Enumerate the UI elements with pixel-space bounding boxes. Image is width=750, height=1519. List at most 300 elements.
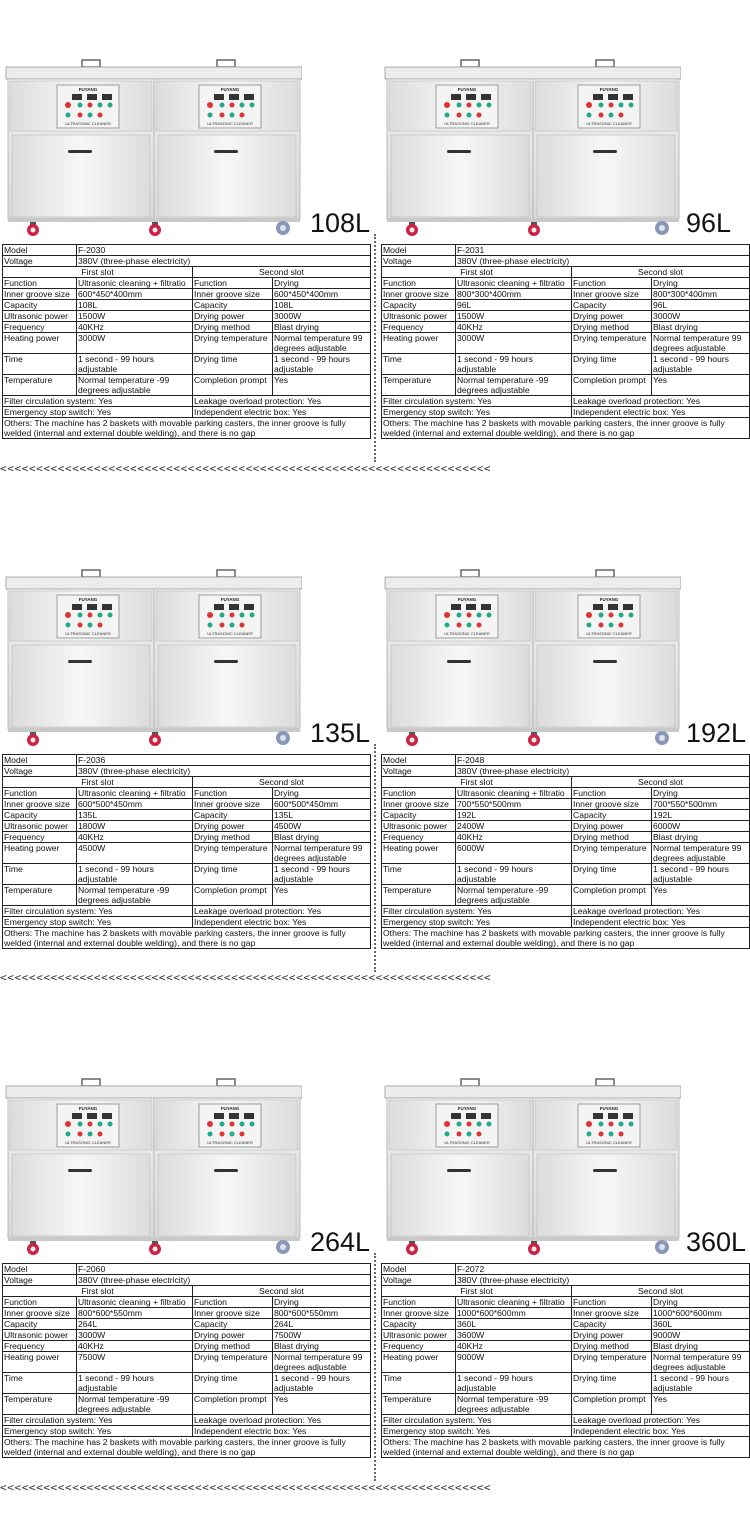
value-dry-method: Blast drying xyxy=(273,832,371,843)
label-function: Function xyxy=(3,1297,77,1308)
label-dry-method: Drying method xyxy=(572,832,652,843)
value-groove: 600*500*450mm xyxy=(77,799,193,810)
label-model: Model xyxy=(382,755,456,766)
ultrasonic-cleaner-image xyxy=(2,1077,302,1255)
brand-text: FUYANG xyxy=(220,87,240,92)
label-us-power: Ultrasonic power xyxy=(382,311,456,322)
value-heat-power: 3000W xyxy=(456,333,572,354)
value-dry-time: 1 second - 99 hours adjustable xyxy=(652,864,750,885)
label-dry-method: Drying method xyxy=(193,322,273,333)
brand-text: FUYANG xyxy=(220,1106,240,1111)
product-card xyxy=(2,1077,374,1487)
label-completion: Completion prompt xyxy=(572,375,652,396)
label-groove: Inner groove size xyxy=(3,1308,77,1319)
label-completion: Completion prompt xyxy=(193,1394,273,1415)
label-time: Time xyxy=(3,354,77,375)
label-dry-function: Function xyxy=(193,788,273,799)
label-function: Function xyxy=(382,788,456,799)
value-frequency: 40KHz xyxy=(456,832,572,843)
leakage-protection: Leakage overload protection: Yes xyxy=(572,1415,750,1426)
spec-table xyxy=(381,754,750,949)
others-note: Others: The machine has 2 baskets with movable parking casters, the inner groove is fully welded (internal and external double welding), and there is no gap xyxy=(3,1437,371,1458)
product-card xyxy=(2,58,374,468)
second-slot-header: Second slot xyxy=(572,267,750,278)
electric-box: Independent electric box: Yes xyxy=(572,917,750,928)
electric-box: Independent electric box: Yes xyxy=(193,917,371,928)
value-capacity: 108L xyxy=(77,300,193,311)
value-heat-power: 9000W xyxy=(456,1352,572,1373)
value-temperature: Normal temperature -99 degrees adjustable xyxy=(77,375,193,396)
label-temperature: Temperature xyxy=(3,885,77,906)
value-groove: 700*550*500mm xyxy=(456,799,572,810)
label-heat-power: Heating power xyxy=(3,843,77,864)
brand-text: FUYANG xyxy=(78,1106,98,1111)
value-completion: Yes xyxy=(273,1394,371,1415)
label-model: Model xyxy=(3,755,77,766)
value-capacity: 192L xyxy=(456,810,572,821)
leakage-protection: Leakage overload protection: Yes xyxy=(193,396,371,407)
label-time: Time xyxy=(382,1373,456,1394)
emergency-stop: Emergency stop switch: Yes xyxy=(3,1426,193,1437)
value-dry-capacity: 135L xyxy=(273,810,371,821)
value-time: 1 second - 99 hours adjustable xyxy=(77,1373,193,1394)
value-us-power: 1800W xyxy=(77,821,193,832)
first-slot-header: First slot xyxy=(382,1286,572,1297)
value-completion: Yes xyxy=(273,885,371,906)
spec-table xyxy=(2,244,371,439)
electric-box: Independent electric box: Yes xyxy=(193,1426,371,1437)
label-dry-function: Function xyxy=(572,788,652,799)
value-completion: Yes xyxy=(652,375,750,396)
value-dry-function: Drying xyxy=(652,278,750,289)
brand-text: FUYANG xyxy=(457,597,477,602)
value-dry-groove: 600*500*450mm xyxy=(273,799,371,810)
brand-text: FUYANG xyxy=(599,597,619,602)
value-function: Ultrasonic cleaning + filtratio xyxy=(456,278,572,289)
value-dry-time: 1 second - 99 hours adjustable xyxy=(273,864,371,885)
label-dry-groove: Inner groove size xyxy=(193,799,273,810)
panel-label: ULTRASONIC CLEANER xyxy=(65,121,111,126)
value-dry-groove: 800*300*400mm xyxy=(652,289,750,300)
value-dry-power: 3000W xyxy=(652,311,750,322)
value-dry-groove: 600*450*400mm xyxy=(273,289,371,300)
label-temperature: Temperature xyxy=(3,1394,77,1415)
label-dry-temp: Drying temperature xyxy=(572,1352,652,1373)
separator-arrows: <<<<<<<<<<<<<<<<<<<<<<<<<<<<<<<<<<<<<<<<<<<<<<<<<<<<<<<<<<<<<<<<<<<< xyxy=(0,462,492,475)
second-slot-header: Second slot xyxy=(572,777,750,788)
product-card xyxy=(381,58,750,468)
label-groove: Inner groove size xyxy=(3,799,77,810)
value-temperature: Normal temperature -99 degrees adjustable xyxy=(456,375,572,396)
label-dry-method: Drying method xyxy=(572,322,652,333)
value-time: 1 second - 99 hours adjustable xyxy=(77,864,193,885)
brand-text: FUYANG xyxy=(599,87,619,92)
value-completion: Yes xyxy=(652,1394,750,1415)
value-dry-function: Drying xyxy=(273,788,371,799)
panel-label: ULTRASONIC CLEANER xyxy=(444,631,490,636)
value-us-power: 3600W xyxy=(456,1330,572,1341)
label-dry-function: Function xyxy=(572,1297,652,1308)
value-dry-time: 1 second - 99 hours adjustable xyxy=(652,1373,750,1394)
panel-label: ULTRASONIC CLEANER xyxy=(207,1140,253,1145)
value-function: Ultrasonic cleaning + filtratio xyxy=(456,788,572,799)
leakage-protection: Leakage overload protection: Yes xyxy=(193,906,371,917)
label-us-power: Ultrasonic power xyxy=(3,311,77,322)
capacity-label: 360L xyxy=(686,1227,747,1257)
panel-label: ULTRASONIC CLEANER xyxy=(207,121,253,126)
second-slot-header: Second slot xyxy=(193,267,371,278)
label-dry-time: Drying time xyxy=(193,354,273,375)
spec-table xyxy=(381,244,750,439)
label-voltage: Voltage xyxy=(382,256,456,267)
filter-circulation: Filter circulation system: Yes xyxy=(382,396,572,407)
value-frequency: 40KHz xyxy=(77,832,193,843)
label-dry-capacity: Capacity xyxy=(572,810,652,821)
spec-table xyxy=(381,1263,750,1458)
label-completion: Completion prompt xyxy=(572,1394,652,1415)
label-groove: Inner groove size xyxy=(3,289,77,300)
value-dry-time: 1 second - 99 hours adjustable xyxy=(273,354,371,375)
ultrasonic-cleaner-image xyxy=(381,1077,681,1255)
label-us-power: Ultrasonic power xyxy=(382,1330,456,1341)
value-dry-time: 1 second - 99 hours adjustable xyxy=(273,1373,371,1394)
leakage-protection: Leakage overload protection: Yes xyxy=(572,906,750,917)
ultrasonic-cleaner-image xyxy=(2,568,302,746)
value-frequency: 40KHz xyxy=(77,1341,193,1352)
panel-label: ULTRASONIC CLEANER xyxy=(586,1140,632,1145)
value-us-power: 1500W xyxy=(456,311,572,322)
value-groove: 600*450*400mm xyxy=(77,289,193,300)
leakage-protection: Leakage overload protection: Yes xyxy=(193,1415,371,1426)
electric-box: Independent electric box: Yes xyxy=(572,1426,750,1437)
label-dry-power: Drying power xyxy=(193,311,273,322)
value-dry-temp: Normal temperature 99 degrees adjustable xyxy=(652,843,750,864)
value-dry-function: Drying xyxy=(273,1297,371,1308)
value-function: Ultrasonic cleaning + filtratio xyxy=(77,278,193,289)
value-capacity: 96L xyxy=(456,300,572,311)
value-time: 1 second - 99 hours adjustable xyxy=(456,1373,572,1394)
value-frequency: 40KHz xyxy=(456,322,572,333)
label-dry-groove: Inner groove size xyxy=(193,1308,273,1319)
brand-text: FUYANG xyxy=(78,87,98,92)
value-voltage: 380V (three-phase electricity) xyxy=(77,256,371,267)
value-dry-power: 6000W xyxy=(652,821,750,832)
value-dry-power: 4500W xyxy=(273,821,371,832)
value-heat-power: 7500W xyxy=(77,1352,193,1373)
value-us-power: 3000W xyxy=(77,1330,193,1341)
value-capacity: 360L xyxy=(456,1319,572,1330)
label-model: Model xyxy=(3,245,77,256)
label-model: Model xyxy=(3,1264,77,1275)
value-voltage: 380V (three-phase electricity) xyxy=(456,1275,750,1286)
value-function: Ultrasonic cleaning + filtratio xyxy=(77,1297,193,1308)
brand-text: FUYANG xyxy=(599,1106,619,1111)
label-temperature: Temperature xyxy=(382,1394,456,1415)
label-function: Function xyxy=(3,278,77,289)
label-dry-groove: Inner groove size xyxy=(572,799,652,810)
label-dry-time: Drying time xyxy=(572,354,652,375)
label-dry-temp: Drying temperature xyxy=(193,1352,273,1373)
label-us-power: Ultrasonic power xyxy=(3,1330,77,1341)
value-dry-temp: Normal temperature 99 degrees adjustable xyxy=(652,1352,750,1373)
value-completion: Yes xyxy=(652,885,750,906)
label-time: Time xyxy=(382,354,456,375)
value-dry-capacity: 96L xyxy=(652,300,750,311)
label-capacity: Capacity xyxy=(3,300,77,311)
value-dry-temp: Normal temperature 99 degrees adjustable xyxy=(652,333,750,354)
label-dry-power: Drying power xyxy=(193,821,273,832)
label-dry-method: Drying method xyxy=(193,832,273,843)
label-frequency: Frequency xyxy=(382,1341,456,1352)
label-dry-time: Drying time xyxy=(572,864,652,885)
value-function: Ultrasonic cleaning + filtratio xyxy=(77,788,193,799)
label-dry-temp: Drying temperature xyxy=(572,843,652,864)
capacity-label: 135L xyxy=(310,718,371,748)
label-dry-function: Function xyxy=(193,278,273,289)
label-us-power: Ultrasonic power xyxy=(382,821,456,832)
capacity-label: 264L xyxy=(310,1227,371,1257)
label-dry-power: Drying power xyxy=(572,1330,652,1341)
ultrasonic-cleaner-image xyxy=(381,58,681,236)
panel-label: ULTRASONIC CLEANER xyxy=(586,631,632,636)
emergency-stop: Emergency stop switch: Yes xyxy=(3,917,193,928)
value-voltage: 380V (three-phase electricity) xyxy=(456,766,750,777)
label-dry-capacity: Capacity xyxy=(572,1319,652,1330)
label-model: Model xyxy=(382,245,456,256)
label-completion: Completion prompt xyxy=(572,885,652,906)
emergency-stop: Emergency stop switch: Yes xyxy=(382,1426,572,1437)
label-temperature: Temperature xyxy=(382,885,456,906)
label-frequency: Frequency xyxy=(382,832,456,843)
panel-label: ULTRASONIC CLEANER xyxy=(65,631,111,636)
value-temperature: Normal temperature -99 degrees adjustable xyxy=(456,885,572,906)
spec-table xyxy=(2,754,371,949)
value-dry-temp: Normal temperature 99 degrees adjustable xyxy=(273,333,371,354)
label-dry-groove: Inner groove size xyxy=(572,289,652,300)
label-completion: Completion prompt xyxy=(193,375,273,396)
label-dry-groove: Inner groove size xyxy=(193,289,273,300)
others-note: Others: The machine has 2 baskets with movable parking casters, the inner groove is fully welded (internal and external double welding), and there is no gap xyxy=(382,1437,750,1458)
value-dry-capacity: 264L xyxy=(273,1319,371,1330)
others-note: Others: The machine has 2 baskets with movable parking casters, the inner groove is fully welded (internal and external double welding), and there is no gap xyxy=(382,928,750,949)
first-slot-header: First slot xyxy=(382,777,572,788)
label-time: Time xyxy=(3,1373,77,1394)
label-groove: Inner groove size xyxy=(382,289,456,300)
capacity-label: 96L xyxy=(686,208,732,238)
first-slot-header: First slot xyxy=(3,267,193,278)
panel-label: ULTRASONIC CLEANER xyxy=(586,121,632,126)
value-dry-function: Drying xyxy=(652,1297,750,1308)
value-time: 1 second - 99 hours adjustable xyxy=(456,864,572,885)
panel-label: ULTRASONIC CLEANER xyxy=(207,631,253,636)
emergency-stop: Emergency stop switch: Yes xyxy=(382,407,572,418)
label-time: Time xyxy=(382,864,456,885)
value-model: F-2031 xyxy=(456,245,750,256)
label-capacity: Capacity xyxy=(382,810,456,821)
others-note: Others: The machine has 2 baskets with movable parking casters, the inner groove is fully welded (internal and external double welding), and there is no gap xyxy=(3,928,371,949)
label-heat-power: Heating power xyxy=(3,333,77,354)
value-dry-power: 9000W xyxy=(652,1330,750,1341)
label-dry-power: Drying power xyxy=(572,821,652,832)
filter-circulation: Filter circulation system: Yes xyxy=(3,1415,193,1426)
label-capacity: Capacity xyxy=(382,1319,456,1330)
label-us-power: Ultrasonic power xyxy=(3,821,77,832)
emergency-stop: Emergency stop switch: Yes xyxy=(382,917,572,928)
filter-circulation: Filter circulation system: Yes xyxy=(3,396,193,407)
others-note: Others: The machine has 2 baskets with movable parking casters, the inner groove is fully welded (internal and external double welding), and there is no gap xyxy=(382,418,750,439)
capacity-label: 192L xyxy=(686,718,747,748)
label-dry-groove: Inner groove size xyxy=(572,1308,652,1319)
label-dry-time: Drying time xyxy=(572,1373,652,1394)
value-dry-temp: Normal temperature 99 degrees adjustable xyxy=(273,843,371,864)
label-dry-method: Drying method xyxy=(572,1341,652,1352)
value-temperature: Normal temperature -99 degrees adjustable xyxy=(77,1394,193,1415)
ultrasonic-cleaner-image xyxy=(2,58,302,236)
value-dry-method: Blast drying xyxy=(652,1341,750,1352)
value-dry-method: Blast drying xyxy=(652,832,750,843)
value-time: 1 second - 99 hours adjustable xyxy=(77,354,193,375)
value-temperature: Normal temperature -99 degrees adjustable xyxy=(77,885,193,906)
label-voltage: Voltage xyxy=(382,766,456,777)
filter-circulation: Filter circulation system: Yes xyxy=(382,1415,572,1426)
column-divider xyxy=(374,744,378,972)
value-dry-method: Blast drying xyxy=(652,322,750,333)
second-slot-header: Second slot xyxy=(572,1286,750,1297)
value-dry-groove: 1000*600*600mm xyxy=(652,1308,750,1319)
label-model: Model xyxy=(382,1264,456,1275)
label-voltage: Voltage xyxy=(382,1275,456,1286)
others-note: Others: The machine has 2 baskets with movable parking casters, the inner groove is fully welded (internal and external double welding), and there is no gap xyxy=(3,418,371,439)
label-completion: Completion prompt xyxy=(193,885,273,906)
label-dry-function: Function xyxy=(193,1297,273,1308)
value-dry-function: Drying xyxy=(652,788,750,799)
product-card xyxy=(2,568,374,978)
label-voltage: Voltage xyxy=(3,766,77,777)
product-card xyxy=(381,568,750,978)
label-heat-power: Heating power xyxy=(382,1352,456,1373)
value-model: F-2048 xyxy=(456,755,750,766)
value-temperature: Normal temperature -99 degrees adjustable xyxy=(456,1394,572,1415)
label-dry-temp: Drying temperature xyxy=(572,333,652,354)
filter-circulation: Filter circulation system: Yes xyxy=(3,906,193,917)
value-heat-power: 6000W xyxy=(456,843,572,864)
electric-box: Independent electric box: Yes xyxy=(572,407,750,418)
value-us-power: 1500W xyxy=(77,311,193,322)
value-time: 1 second - 99 hours adjustable xyxy=(456,354,572,375)
value-dry-capacity: 108L xyxy=(273,300,371,311)
capacity-label: 108L xyxy=(310,208,371,238)
spec-table xyxy=(2,1263,371,1458)
leakage-protection: Leakage overload protection: Yes xyxy=(572,396,750,407)
second-slot-header: Second slot xyxy=(193,777,371,788)
emergency-stop: Emergency stop switch: Yes xyxy=(3,407,193,418)
label-dry-temp: Drying temperature xyxy=(193,333,273,354)
ultrasonic-cleaner-image xyxy=(381,568,681,746)
value-dry-power: 3000W xyxy=(273,311,371,322)
panel-label: ULTRASONIC CLEANER xyxy=(65,1140,111,1145)
value-dry-groove: 700*550*500mm xyxy=(652,799,750,810)
label-dry-method: Drying method xyxy=(193,1341,273,1352)
first-slot-header: First slot xyxy=(3,1286,193,1297)
value-capacity: 264L xyxy=(77,1319,193,1330)
label-frequency: Frequency xyxy=(3,832,77,843)
label-heat-power: Heating power xyxy=(382,843,456,864)
label-dry-capacity: Capacity xyxy=(193,300,273,311)
electric-box: Independent electric box: Yes xyxy=(193,407,371,418)
value-voltage: 380V (three-phase electricity) xyxy=(77,1275,371,1286)
label-dry-capacity: Capacity xyxy=(572,300,652,311)
value-dry-capacity: 360L xyxy=(652,1319,750,1330)
value-dry-capacity: 192L xyxy=(652,810,750,821)
label-function: Function xyxy=(3,788,77,799)
label-voltage: Voltage xyxy=(3,1275,77,1286)
label-dry-temp: Drying temperature xyxy=(193,843,273,864)
label-frequency: Frequency xyxy=(3,322,77,333)
value-capacity: 135L xyxy=(77,810,193,821)
value-dry-function: Drying xyxy=(273,278,371,289)
label-capacity: Capacity xyxy=(3,810,77,821)
label-frequency: Frequency xyxy=(382,322,456,333)
value-groove: 800*600*550mm xyxy=(77,1308,193,1319)
label-groove: Inner groove size xyxy=(382,799,456,810)
panel-label: ULTRASONIC CLEANER xyxy=(444,1140,490,1145)
value-model: F-2036 xyxy=(77,755,371,766)
value-dry-time: 1 second - 99 hours adjustable xyxy=(652,354,750,375)
label-heat-power: Heating power xyxy=(382,333,456,354)
label-dry-capacity: Capacity xyxy=(193,1319,273,1330)
label-time: Time xyxy=(3,864,77,885)
label-heat-power: Heating power xyxy=(3,1352,77,1373)
value-dry-power: 7500W xyxy=(273,1330,371,1341)
label-voltage: Voltage xyxy=(3,256,77,267)
value-model: F-2072 xyxy=(456,1264,750,1275)
brand-text: FUYANG xyxy=(457,1106,477,1111)
column-divider xyxy=(374,1253,378,1481)
label-dry-time: Drying time xyxy=(193,864,273,885)
value-heat-power: 3000W xyxy=(77,333,193,354)
second-slot-header: Second slot xyxy=(193,1286,371,1297)
label-capacity: Capacity xyxy=(3,1319,77,1330)
brand-text: FUYANG xyxy=(78,597,98,602)
label-frequency: Frequency xyxy=(3,1341,77,1352)
value-voltage: 380V (three-phase electricity) xyxy=(77,766,371,777)
value-function: Ultrasonic cleaning + filtratio xyxy=(456,1297,572,1308)
first-slot-header: First slot xyxy=(3,777,193,788)
separator-arrows: <<<<<<<<<<<<<<<<<<<<<<<<<<<<<<<<<<<<<<<<<<<<<<<<<<<<<<<<<<<<<<<<<<<< xyxy=(0,1481,492,1494)
brand-text: FUYANG xyxy=(220,597,240,602)
value-model: F-2060 xyxy=(77,1264,371,1275)
value-dry-method: Blast drying xyxy=(273,1341,371,1352)
value-model: F-2030 xyxy=(77,245,371,256)
label-dry-capacity: Capacity xyxy=(193,810,273,821)
value-completion: Yes xyxy=(273,375,371,396)
product-card xyxy=(381,1077,750,1487)
value-us-power: 2400W xyxy=(456,821,572,832)
value-dry-method: Blast drying xyxy=(273,322,371,333)
label-dry-power: Drying power xyxy=(572,311,652,322)
value-dry-groove: 800*600*550mm xyxy=(273,1308,371,1319)
label-dry-power: Drying power xyxy=(193,1330,273,1341)
brand-text: FUYANG xyxy=(457,87,477,92)
value-heat-power: 4500W xyxy=(77,843,193,864)
label-dry-time: Drying time xyxy=(193,1373,273,1394)
value-voltage: 380V (three-phase electricity) xyxy=(456,256,750,267)
value-groove: 800*300*400mm xyxy=(456,289,572,300)
value-frequency: 40KHz xyxy=(77,322,193,333)
separator-arrows: <<<<<<<<<<<<<<<<<<<<<<<<<<<<<<<<<<<<<<<<<<<<<<<<<<<<<<<<<<<<<<<<<<<< xyxy=(0,971,492,984)
first-slot-header: First slot xyxy=(382,267,572,278)
label-temperature: Temperature xyxy=(3,375,77,396)
